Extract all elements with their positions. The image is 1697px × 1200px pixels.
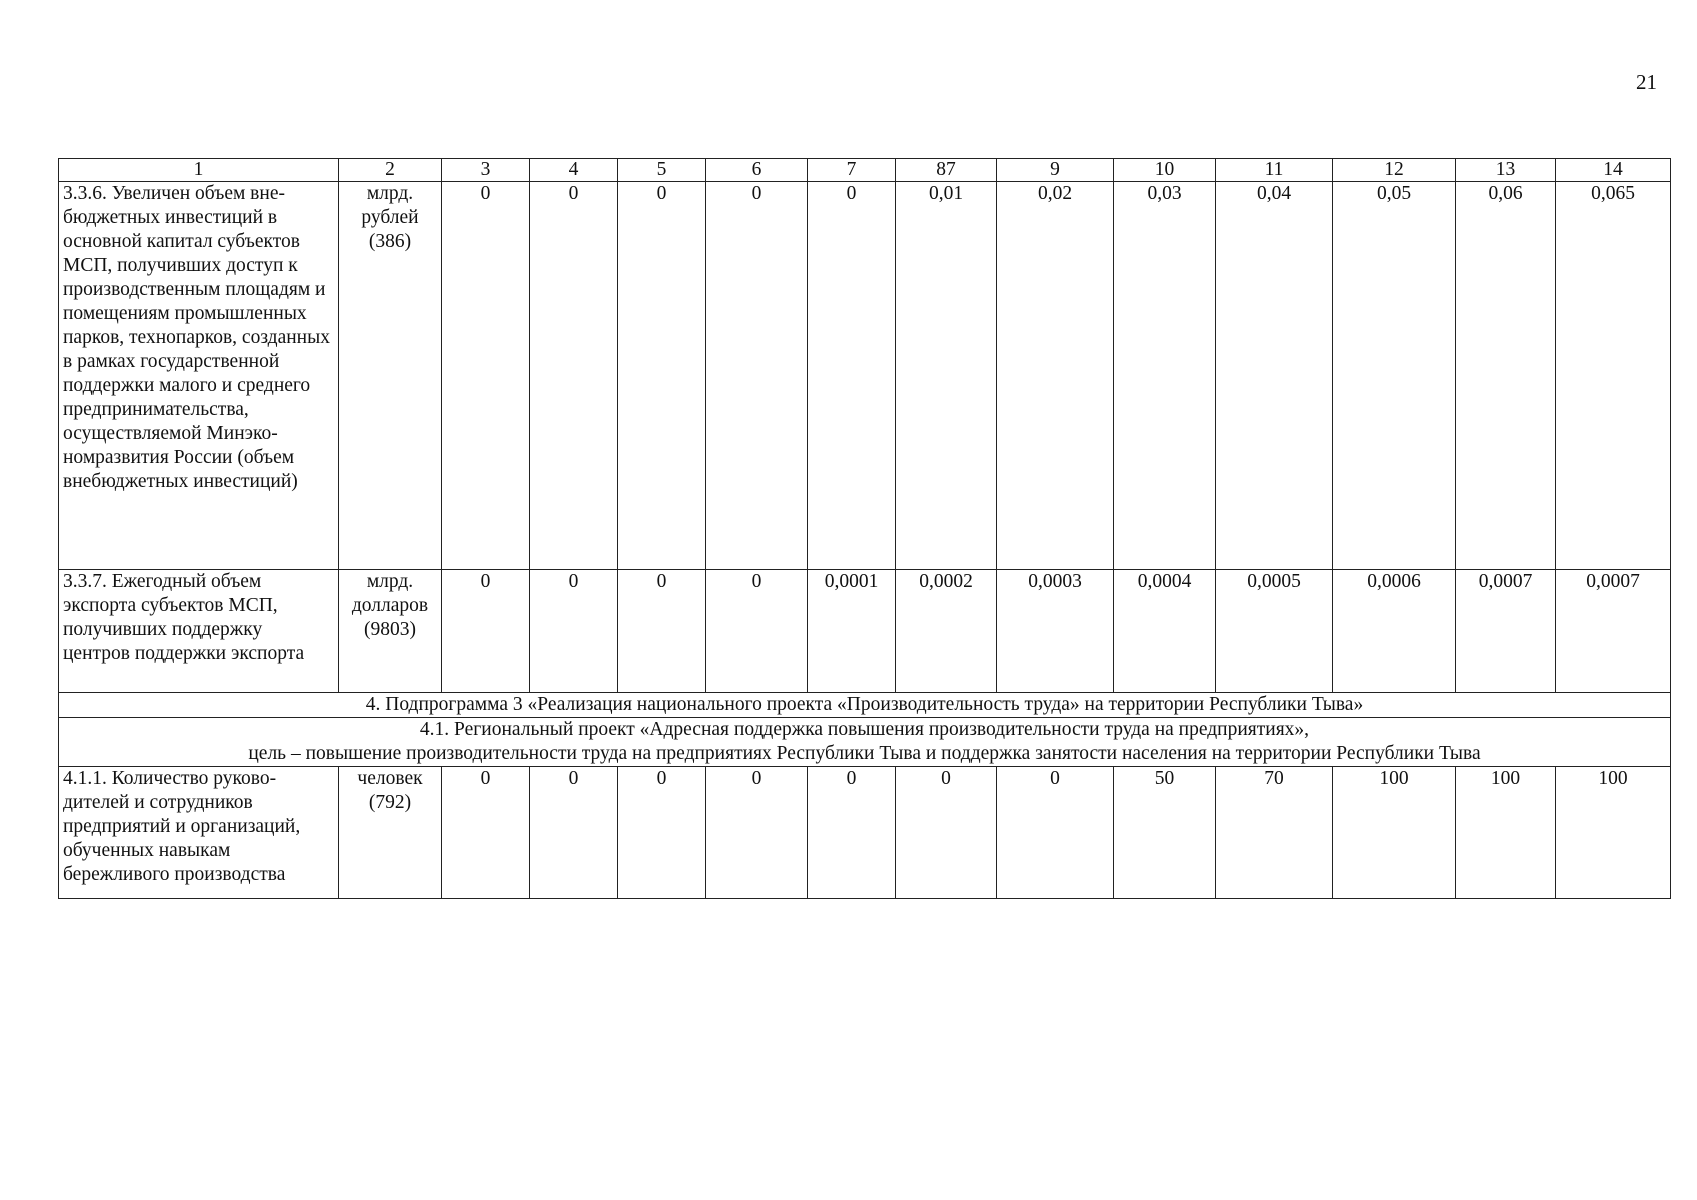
value-cell: 0 — [896, 767, 997, 899]
header-cell: 11 — [1216, 159, 1333, 182]
value-cell: 0,0007 — [1456, 570, 1556, 693]
header-cell: 1 — [59, 159, 339, 182]
value-cell: 0 — [442, 182, 530, 570]
value-cell: 0 — [618, 182, 706, 570]
header-cell: 14 — [1556, 159, 1671, 182]
value-cell: 0 — [530, 767, 618, 899]
value-cell: 70 — [1216, 767, 1333, 899]
value-cell: 0 — [706, 570, 808, 693]
value-cell: 100 — [1456, 767, 1556, 899]
regional-project-title: 4.1. Региональный проект «Адресная поддержка повышения производительности труда на предприятиях», — [419, 719, 1310, 740]
value-cell: 0 — [530, 182, 618, 570]
value-cell: 0,03 — [1114, 182, 1216, 570]
value-cell: 0,0002 — [896, 570, 997, 693]
table-row — [59, 570, 1671, 693]
column-number-row — [59, 159, 1671, 182]
value-cell: 0,05 — [1333, 182, 1456, 570]
regional-project-heading — [59, 718, 1671, 767]
value-cell: 0 — [706, 182, 808, 570]
section-row — [59, 693, 1671, 718]
indicators-table — [58, 158, 1671, 899]
value-cell: 100 — [1333, 767, 1456, 899]
value-cell: 0,0003 — [997, 570, 1114, 693]
section-row — [59, 718, 1671, 767]
header-cell: 4 — [530, 159, 618, 182]
table-row — [59, 182, 1671, 570]
indicator-name: 4.1.1. Количество руководителей и сотрудников предприятий и организаций, обученных навыкам бережливого производства — [59, 767, 339, 899]
value-cell: 0 — [808, 767, 896, 899]
value-cell: 0,02 — [997, 182, 1114, 570]
header-cell: 10 — [1114, 159, 1216, 182]
header-cell: 3 — [442, 159, 530, 182]
indicator-name: 3.3.6. Увеличен объем внебюджетных инвестиций в основной капитал субъектов МСП, получивших доступ к производственным площадям и помещениям промышленных парков, технопарков, созданных в рамках государственной поддержки малого и среднего предпринимательства, осуществляемой Минэкономразвития России (объем внебюджетных инвестиций) — [59, 182, 339, 570]
indicator-unit: млрд. рублей (386) — [339, 182, 442, 570]
table-row — [59, 767, 1671, 899]
value-cell: 0 — [530, 570, 618, 693]
value-cell: 0,065 — [1556, 182, 1671, 570]
header-cell: 12 — [1333, 159, 1456, 182]
indicator-unit: млрд. долларов (9803) — [339, 570, 442, 693]
value-cell: 0,0001 — [808, 570, 896, 693]
header-cell: 13 — [1456, 159, 1556, 182]
value-cell: 0 — [618, 570, 706, 693]
header-cell: 6 — [706, 159, 808, 182]
value-cell: 0,0004 — [1114, 570, 1216, 693]
value-cell: 0 — [618, 767, 706, 899]
value-cell: 0,01 — [896, 182, 997, 570]
indicator-name: 3.3.7. Ежегодный объем экспорта субъектов МСП, получивших поддержку центров поддержки экспорта — [59, 570, 339, 693]
value-cell: 0 — [997, 767, 1114, 899]
value-cell: 0,0005 — [1216, 570, 1333, 693]
value-cell: 0 — [808, 182, 896, 570]
regional-project-goal: цель – повышение производительности труда на предприятиях Республики Тыва и поддержка занятости населения на территории Республики Тыва — [248, 743, 1481, 764]
header-cell: 9 — [997, 159, 1114, 182]
value-cell: 0 — [706, 767, 808, 899]
value-cell: 0,06 — [1456, 182, 1556, 570]
value-cell: 0,04 — [1216, 182, 1333, 570]
header-cell: 5 — [618, 159, 706, 182]
indicator-unit: человек (792) — [339, 767, 442, 899]
page-number: 21 — [1636, 70, 1657, 94]
value-cell: 0,0006 — [1333, 570, 1456, 693]
subprogram-heading: 4. Подпрограмма 3 «Реализация национального проекта «Производительность труда» на территории Республики Тыва» — [59, 693, 1671, 718]
value-cell: 0 — [442, 767, 530, 899]
value-cell: 0 — [442, 570, 530, 693]
value-cell: 100 — [1556, 767, 1671, 899]
header-cell: 87 — [896, 159, 997, 182]
header-cell: 7 — [808, 159, 896, 182]
value-cell: 50 — [1114, 767, 1216, 899]
header-cell: 2 — [339, 159, 442, 182]
value-cell: 0,0007 — [1556, 570, 1671, 693]
